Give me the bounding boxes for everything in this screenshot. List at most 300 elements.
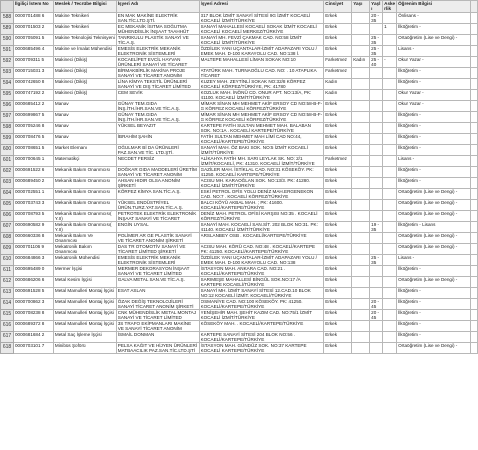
cell-military[interactable] [383, 255, 397, 266]
cell-job[interactable]: Metal Saç İşleme İşçisi [53, 332, 116, 343]
cell-military[interactable] [383, 200, 397, 211]
cell-age[interactable] [352, 68, 370, 79]
cell-id[interactable]: 0000685496 4 [13, 46, 53, 57]
cell-sex[interactable]: Erkek [324, 321, 352, 332]
cell-firm[interactable]: AHSAN HIDIR OLSA ANONİM ŞİRKETİ [116, 178, 199, 189]
cell-address[interactable]: ÖZDİLEK YANI UÇANTALAR-İZMİT ADAPAZARI YOLU / EMEK MAH. D-100 KARAYOLU CAD. NO:138 [199, 255, 324, 266]
cell-old[interactable] [370, 101, 383, 112]
cell-id[interactable]: 0000689372 8 [13, 321, 53, 332]
cell-firm[interactable]: EMESİS ELEKTRİK MEKANİK ELEKTRONİK SİSTEMLERİ [116, 46, 199, 57]
cell-extra[interactable] [470, 68, 477, 79]
row-number[interactable]: 605 [1, 200, 14, 211]
cell-address[interactable]: SANAYİ MH. FEVZİ ÇAKMAK CAD. NO:58 İZMİT KOCAELİ İZMİT/TÜRKİYE [199, 35, 324, 46]
cell-address[interactable]: ALİKAHYA FATİH MH. SARI LEYLAK SK. NO: 2/1 İZMİT/KOCAELİ, PK: 41310. KOCAELİ İZMİT/TÜRKİYE [199, 156, 324, 167]
header-military[interactable]: Askerlik [384, 1, 396, 11]
cell-address[interactable]: SANAYİ MAHALLESİ KOCAELİ SOKAK İZMİT KOCAELİ KOCAELİ KOCAELİ MERKEZ/TÜRKİYE [199, 24, 324, 35]
table-row[interactable] [1, 112, 478, 123]
cell-extra[interactable] [470, 277, 477, 288]
cell-military[interactable] [383, 167, 397, 178]
cell-job[interactable]: Mekanik Bakım Onarımcısı [53, 189, 116, 200]
cell-firm[interactable]: DOĞKAR GIDA MADDELERİ ÜRETİM SANAYİ VE TİCARET ANONİM [116, 167, 199, 178]
cell-firm[interactable]: İSMAİL DONMAN [116, 332, 199, 343]
cell-military[interactable] [383, 134, 397, 145]
cell-job[interactable]: Mekatronik Bakım Onarımcısı [53, 244, 116, 255]
cell-address[interactable]: KOZLUK MAH. İNÖNÜ CD. ONUR APT. NO:13/A, PK: 41100. KOCAELİ İZMİT/TÜRKİYE [199, 90, 324, 101]
row-number[interactable]: 594 [1, 79, 14, 90]
cell-id[interactable]: 0000705091 5 [13, 35, 53, 46]
cell-age[interactable] [352, 112, 370, 123]
cell-job[interactable]: Manav [53, 101, 116, 112]
cell-military[interactable] [383, 79, 397, 90]
cell-job[interactable]: Matematikçi [53, 156, 116, 167]
cell-education[interactable]: İlköğretim - [397, 24, 471, 35]
cell-job[interactable]: Mekanik Bakım Onarımcısı [53, 200, 116, 211]
cell-sex[interactable]: Erkek [324, 343, 352, 354]
table-row[interactable] [1, 13, 478, 24]
row-number[interactable]: 606 [1, 211, 14, 222]
cell-id[interactable]: 0000691528 5 [13, 288, 53, 299]
cell-military[interactable] [383, 189, 397, 200]
cell-old[interactable]: 25 - 35 [370, 255, 383, 266]
cell-sex[interactable]: Erkek [324, 332, 352, 343]
cell-address[interactable]: ATATÜRK MAH. TURNAOĞLU CAD. NO: . 10 ATAPLIKA TİCARET [199, 68, 324, 79]
cell-address[interactable]: SANAYİ MH. İZMİT SANAYİ SİTESİ 12.CAD.10 BLOK NO:12 KOCAELİ İZMİT. KOCAELİ/TÜRKİYE [199, 288, 324, 299]
cell-old[interactable] [370, 233, 383, 244]
cell-sex[interactable]: Farketmez [324, 57, 352, 68]
cell-age[interactable]: Kadın [352, 57, 370, 68]
cell-job[interactable]: Makine ve İmalat Mühendisi [53, 46, 116, 57]
cell-sex[interactable]: Erkek [324, 299, 352, 310]
cell-sex[interactable]: Erkek [324, 123, 352, 134]
cell-id[interactable]: 0000700645 1 [13, 156, 53, 167]
table-row[interactable] [1, 211, 478, 222]
cell-extra[interactable] [470, 145, 477, 156]
cell-id[interactable]: 0000681684 2 [13, 332, 53, 343]
cell-address[interactable]: KÖSEKÖY MAH. . KOCAELİ/KARTEPE/TÜRKİYE [199, 321, 324, 332]
row-number[interactable]: 608 [1, 233, 14, 244]
cell-job[interactable]: Mekanik Bakım Onarımcısı [53, 167, 116, 178]
cell-extra[interactable] [470, 57, 477, 68]
row-number[interactable]: 595 [1, 90, 14, 101]
cell-education[interactable]: Okur Yazar - [397, 90, 471, 101]
cell-old[interactable]: 25 - 35 [370, 35, 383, 46]
cell-extra[interactable] [470, 332, 477, 343]
cell-age[interactable] [352, 167, 370, 178]
row-number[interactable]: 596 [1, 101, 14, 112]
cell-education[interactable]: İlköğretim - [397, 310, 471, 321]
cell-firm[interactable]: İBRAHİM ŞAHİN [116, 134, 199, 145]
cell-address[interactable]: MİMAR SİNAN MH MEHMET AKİF ERSOY CD NO:58-B-F-G KÖRFEZ KOCAELİ KÖRFEZ/TÜRKİYE [200, 112, 323, 122]
cell-sex[interactable]: Farketmez [324, 156, 352, 167]
header-address[interactable]: İşyeri Adresi [199, 1, 324, 13]
cell-id[interactable]: 0000708793 5 [13, 211, 53, 222]
cell-old[interactable] [370, 200, 383, 211]
cell-age[interactable] [352, 299, 370, 310]
cell-id[interactable]: 0000703743 3 [13, 200, 53, 211]
cell-old[interactable] [370, 123, 383, 134]
cell-old[interactable] [370, 189, 383, 200]
cell-job[interactable]: Makine Teknikeri [53, 13, 116, 24]
cell-military[interactable] [383, 244, 397, 255]
cell-age[interactable] [352, 145, 370, 156]
cell-age[interactable] [352, 310, 370, 321]
cell-extra[interactable] [470, 310, 477, 321]
cell-id[interactable]: 0000701106 9 [13, 244, 53, 255]
cell-age[interactable] [352, 178, 370, 189]
header-education[interactable]: Öğrenim Bilgisi [397, 1, 471, 13]
cell-old[interactable] [370, 244, 383, 255]
cell-firm[interactable]: EN MAK MAKİNE ELEKTRİK SAN.TİC.LTD.ŞTİ. [116, 13, 199, 24]
cell-id[interactable]: 0000715031 3 [13, 68, 53, 79]
cell-military[interactable] [383, 178, 397, 189]
cell-education[interactable]: İlköğretim - Lisans [397, 222, 471, 233]
cell-address[interactable]: YENİŞEHİR MAH. ŞEHİT KAZIM CAD. NO:75/1 İZMİT KOCAELİ İZMİT/TÜRKİYE [199, 310, 324, 321]
header-firm[interactable]: İşyeri Adı [116, 1, 199, 13]
cell-extra[interactable] [470, 299, 477, 310]
cell-age[interactable] [352, 288, 370, 299]
cell-firm[interactable]: TANRIKULU PLASTİK SANAYİ VE TİC.A.Ş. [116, 35, 199, 46]
cell-id[interactable]: 0000695489 0 [13, 266, 53, 277]
cell-extra[interactable] [470, 134, 477, 145]
cell-job[interactable]: Market Elemanı [53, 145, 116, 156]
table-row[interactable] [1, 167, 478, 178]
cell-military[interactable] [383, 222, 397, 233]
cell-education[interactable]: İlköğretim - [397, 145, 471, 156]
cell-job[interactable]: Manav [53, 134, 116, 145]
cell-sex[interactable]: Erkek [324, 277, 352, 288]
cell-education[interactable]: İlköğretim - [397, 134, 471, 145]
cell-id[interactable]: 0000691522 6 [13, 167, 53, 178]
table-row[interactable] [1, 332, 478, 343]
cell-education[interactable]: Ortaöğretim (Lise ve Dengi) - [397, 343, 471, 354]
row-number[interactable]: 612 [1, 277, 14, 288]
cell-sex[interactable]: Erkek [324, 24, 352, 35]
row-number[interactable]: 617 [1, 332, 14, 343]
cell-address[interactable]: KARTEPE SANAYİ SİTESİ 204 BLOK NO:56 . KOCAELİ/KARTEPE/TÜRKİYE [199, 332, 324, 343]
cell-education[interactable]: Ortaöğretim (Lise ve Dengi) - [397, 277, 471, 288]
cell-age[interactable] [352, 200, 370, 211]
row-number[interactable]: 611 [1, 266, 14, 277]
cell-old[interactable] [370, 178, 383, 189]
cell-military[interactable] [383, 68, 397, 79]
cell-sex[interactable]: Kadın [324, 90, 352, 101]
cell-extra[interactable] [470, 13, 477, 24]
cell-military[interactable] [383, 46, 397, 57]
cell-age[interactable] [352, 35, 370, 46]
cell-firm[interactable]: GÜNAY TEM.GIDA İNŞ.İTH.İHR.SAN.VE TİC.A.Ş. [116, 112, 199, 123]
cell-education[interactable]: İlköğretim - [397, 167, 471, 178]
cell-address[interactable]: SANAYİ MAH. ÖZ BAKI SOK. NO:5 İZMİT KOCAELİ İZMİT/TÜRKİYE [199, 145, 324, 156]
cell-address[interactable]: ACISU MAH. KÖRÜ CAD. NO:48 . KOCAELİ/KARTEPE PK: 41250. KOCAELİ/KARTEPE/TÜRKİYE [199, 244, 324, 255]
cell-education[interactable]: Ortaöğretim (Lise ve Dengi) - [397, 189, 471, 200]
cell-old[interactable] [370, 288, 383, 299]
cell-address[interactable]: ARSLANBEY OSB . KOCAELİ/KARTEPE/TÜRKİYE [199, 233, 324, 244]
header-id[interactable]: İlgiliçi İstem No [13, 1, 53, 13]
cell-extra[interactable] [470, 24, 477, 35]
row-number[interactable]: 589 [1, 24, 14, 35]
cell-id[interactable]: 0000709311 5 [13, 57, 53, 68]
cell-education[interactable]: Lisans - [397, 255, 471, 266]
cell-sex[interactable]: Erkek [324, 200, 352, 211]
table-row[interactable] [1, 101, 478, 112]
header-old[interactable]: Yaşlı [370, 1, 383, 13]
cell-job[interactable]: Metal Kesim İşçisi [53, 277, 116, 288]
cell-education[interactable]: Okur Yazar - [397, 57, 471, 68]
table-row[interactable] [1, 222, 478, 233]
cell-old[interactable] [370, 24, 383, 35]
row-number[interactable]: 590 [1, 35, 14, 46]
cell-military[interactable] [383, 145, 397, 156]
row-number[interactable]: 598 [1, 123, 14, 134]
cell-firm[interactable]: GÜNAY TEM.GIDA İNŞ.İTH.İHR.SAN.VE TİC.A.Ş. [116, 101, 199, 112]
row-number[interactable]: 593 [1, 68, 14, 79]
row-number[interactable]: 610 [1, 255, 14, 266]
row-number[interactable]: 602 [1, 167, 14, 178]
cell-age[interactable] [352, 189, 370, 200]
table-row[interactable] [1, 156, 478, 167]
cell-old[interactable]: 20 - 35 [370, 13, 383, 24]
cell-sex[interactable]: Erkek [324, 310, 352, 321]
cell-id[interactable]: 0000700862 3 [13, 299, 53, 310]
cell-extra[interactable] [470, 112, 477, 123]
cell-age[interactable] [352, 233, 370, 244]
cell-military[interactable] [383, 123, 397, 134]
cell-extra[interactable] [470, 222, 477, 233]
cell-education[interactable]: Ortaöğretim (Lise ve Dengi) - [397, 35, 471, 46]
row-number[interactable]: 601 [1, 156, 14, 167]
cell-old[interactable] [370, 167, 383, 178]
corner-cell[interactable] [1, 1, 14, 13]
cell-military[interactable]: - [383, 57, 397, 68]
cell-sex[interactable]: Erkek [324, 167, 352, 178]
row-number[interactable]: 599 [1, 134, 14, 145]
cell-old[interactable] [370, 79, 383, 90]
cell-old[interactable] [370, 277, 383, 288]
cell-id[interactable]: 0000689450 2 [13, 178, 53, 189]
cell-firm[interactable]: EMESİS ELEKTRİK MEKANİK ELEKTRONİK SİSTEMLERİ [116, 255, 199, 266]
cell-job[interactable]: Manav [53, 123, 116, 134]
cell-sex[interactable]: Erkek [324, 35, 352, 46]
cell-age[interactable] [352, 266, 370, 277]
cell-military[interactable] [383, 332, 397, 343]
cell-sex[interactable]: Erkek [324, 244, 352, 255]
row-number[interactable]: 591 [1, 46, 14, 57]
table-row[interactable] [1, 35, 478, 46]
table-row[interactable] [1, 200, 478, 211]
cell-age[interactable] [352, 332, 370, 343]
cell-job[interactable]: Makineci (Dikiş) [53, 90, 116, 101]
cell-military[interactable] [383, 90, 397, 101]
cell-age[interactable] [352, 134, 370, 145]
cell-address[interactable]: ESKİ PETROL OFİS YOLU DENİZ MAH.ERGENEKON CAD. NO:7 . KOCAELİ KÖRFEZ/TÜRKİYE [199, 189, 324, 200]
cell-id[interactable]: 0000747192 2 [13, 90, 53, 101]
cell-job[interactable]: Mekanik Bakım Onarımcısı( Y.II) [53, 211, 116, 222]
cell-military[interactable] [383, 112, 397, 123]
cell-age[interactable] [352, 13, 370, 24]
cell-address[interactable]: GAZİLER MAH. İSTİKLAL CAD. NO:31 KÖSEKÖY. PK: 41250. KOCAELİ KARTEPE/TÜRKİYE [199, 167, 324, 178]
cell-extra[interactable] [470, 46, 477, 57]
cell-military[interactable] [383, 288, 397, 299]
table-row[interactable] [1, 90, 478, 101]
cell-sex[interactable]: Erkek [324, 266, 352, 277]
cell-job[interactable]: Makine Teknikeri [53, 24, 116, 35]
table-row[interactable] [1, 244, 478, 255]
cell-sex[interactable]: Erkek [324, 101, 352, 112]
cell-sex[interactable]: Kadın [324, 79, 352, 90]
cell-extra[interactable] [470, 321, 477, 332]
cell-education[interactable]: Önlisans - [397, 13, 471, 24]
cell-firm[interactable]: GALVA METAL SAN.VE TİC.A.Ş. [116, 277, 199, 288]
cell-extra[interactable] [470, 189, 477, 200]
cell-age[interactable] [352, 46, 370, 57]
cell-extra[interactable] [470, 167, 477, 178]
cell-extra[interactable] [470, 156, 477, 167]
table-row[interactable] [1, 288, 478, 299]
row-number[interactable]: 604 [1, 189, 14, 200]
cell-address[interactable]: KUZEY MAH. ZEYTİNLİ SOKAK NO:32/8 KÖRFEZ KOCAELİ KÖRFEZ/TÜRKİYE, PK: 41780 [199, 79, 324, 90]
cell-job[interactable]: Minibüs Şoförü [53, 343, 116, 354]
table-row[interactable] [1, 123, 478, 134]
table-row[interactable] [1, 255, 478, 266]
cell-job[interactable]: Makineci (Dikiş) [53, 57, 116, 68]
cell-address[interactable]: SANAYİ MAH. KOCAELİ SAN.SİT. 202 BLOK NO:31. PK: 41140. KOCAELİ İZMİT/TÜRKİYE [199, 222, 324, 233]
cell-age[interactable] [352, 211, 370, 222]
cell-job[interactable]: Metal Mamulleri Montaj İşçisi [53, 299, 116, 310]
cell-sex[interactable]: Erkek [324, 112, 352, 123]
cell-address[interactable]: ÖZDİLEK YANI UÇANTALAR-İZMİT ADAPAZARI YOLU / EMEK MAH. D-100 KARAYOLU CAD. NO:138 İ. [199, 46, 324, 57]
cell-firm[interactable]: PELSA KAĞIT VE HİJYEN ÜRÜNLERİ MATBAACILIK PAZ.SAN.TİC.LTD.ŞTİ [117, 343, 198, 353]
table-row[interactable] [1, 79, 478, 90]
cell-sex[interactable]: Farketmez [324, 68, 352, 79]
cell-address[interactable]: SARIMEŞE MAHALLESİ BİNGÜL SOK.NO:17 /A KARTEPE KOCAELİ/TÜRKİYE [199, 277, 324, 288]
cell-old[interactable]: 20 - 45 [370, 310, 383, 321]
cell-old[interactable] [370, 112, 383, 123]
cell-extra[interactable] [470, 233, 477, 244]
cell-extra[interactable] [470, 288, 477, 299]
cell-education[interactable]: Lisans - [397, 156, 471, 167]
cell-military[interactable] [383, 101, 397, 112]
cell-address[interactable]: BALCI KÖYÜ AKBAL MAH. ; PK: 41600. KOCAELİ/KARTEPE/TÜRKİYE [199, 200, 324, 211]
table-row[interactable] [1, 343, 478, 354]
table-row[interactable] [1, 57, 478, 68]
cell-job[interactable]: Mekatronik Mühendisi [53, 255, 116, 266]
row-number[interactable]: 618 [1, 343, 14, 354]
cell-extra[interactable] [470, 255, 477, 266]
cell-education[interactable]: İlköğretim - [397, 332, 471, 343]
cell-old[interactable] [370, 156, 383, 167]
table-row[interactable] [1, 233, 478, 244]
cell-extra[interactable] [470, 266, 477, 277]
cell-id[interactable]: 0000701488 6 [13, 13, 53, 24]
cell-age[interactable] [352, 244, 370, 255]
cell-id[interactable]: 0000701503 2 [13, 24, 53, 35]
row-number[interactable]: 592 [1, 57, 14, 68]
cell-military[interactable] [383, 277, 397, 288]
table-row[interactable] [1, 145, 478, 156]
cell-address[interactable]: İSTASYON MAH. GÜNDÜZ SOK. NO:37 KARTEPE KOCAELİ KARTEPE/TÜRKİYE [199, 343, 324, 354]
cell-id[interactable]: 0000690582 9 [13, 222, 53, 233]
cell-firm[interactable]: LİNA KİMYA TEKSTİL ÜRÜNLERİ SANAYİ VE DIŞ TİCARET LİMİTED [116, 79, 199, 90]
cell-old[interactable]: 25 - 40 [370, 57, 383, 68]
cell-education[interactable]: İlköğretim - [397, 123, 471, 134]
cell-old[interactable] [370, 145, 383, 156]
cell-military[interactable] [383, 310, 397, 321]
cell-extra[interactable] [470, 79, 477, 90]
row-number[interactable]: 603 [1, 178, 14, 189]
cell-job[interactable]: Metal Mamulleri Montaj İşçisi [53, 321, 116, 332]
cell-sex[interactable]: Erkek [324, 13, 352, 24]
cell-old[interactable] [370, 321, 383, 332]
cell-age[interactable] [352, 156, 370, 167]
cell-age[interactable] [352, 222, 370, 233]
cell-job[interactable]: Mekanik Bakım Ve Onarımcısı [53, 233, 116, 244]
cell-education[interactable]: Ortaöğretim (Lise ve Dengi) - [397, 200, 471, 211]
cell-education[interactable]: İlköğretim - [397, 112, 471, 123]
cell-old[interactable] [370, 266, 383, 277]
cell-old[interactable] [370, 90, 383, 101]
row-number[interactable]: 607 [1, 222, 14, 233]
cell-id[interactable]: 0000685412 2 [13, 101, 53, 112]
cell-extra[interactable] [470, 244, 477, 255]
cell-old[interactable] [370, 343, 383, 354]
cell-extra[interactable] [470, 343, 477, 354]
cell-firm[interactable]: PETROTEK ELEKTRİK ELEKTRONİK İNŞAAT SANAYİ VE TİCARET [116, 211, 199, 222]
cell-id[interactable]: 0000686206 6 [13, 277, 53, 288]
cell-education[interactable]: Lisans - [397, 46, 471, 57]
cell-address[interactable]: ACISU MH. KARAOĞLAN SOK. NO:13/3. PK: 41280. KOCAELİ İZMİT/TÜRKİYE [199, 178, 324, 189]
cell-old[interactable] [370, 68, 383, 79]
cell-age[interactable] [352, 123, 370, 134]
cell-old[interactable] [370, 211, 383, 222]
cell-id[interactable]: 0000684866 3 [13, 255, 53, 266]
table-row[interactable] [1, 46, 478, 57]
cell-firm[interactable]: KOCAELİPET EVCİL HAYVAN ÜRÜNLERİ SANAYİ VE TİCARET [116, 57, 199, 68]
cell-sex[interactable]: Erkek [324, 189, 352, 200]
table-row[interactable] [1, 299, 478, 310]
cell-job[interactable]: Mekanik Bakım Onarımcısı [53, 178, 116, 189]
cell-military[interactable] [383, 35, 397, 46]
cell-id[interactable]: 0000708238 8 [13, 310, 53, 321]
table-row[interactable] [1, 189, 478, 200]
cell-firm[interactable]: MERMER DEKORASYON İNŞAAT SANAYİ VE TİCARET LİMİTED [116, 266, 199, 277]
cell-military[interactable] [383, 13, 397, 24]
cell-id[interactable]: 0000702551 1 [13, 189, 53, 200]
row-number[interactable]: 615 [1, 310, 14, 321]
row-number[interactable]: 597 [1, 112, 14, 123]
cell-extra[interactable] [470, 101, 477, 112]
cell-address[interactable]: DENİZ MAH. PETROL OFİSİ KARŞISI NO:35 . KOCAELİ KÖRFEZ/TÜRKİYE [199, 211, 324, 222]
cell-sex[interactable]: Erkek [324, 178, 352, 189]
cell-job[interactable]: Metal Mamulleri Montaj İşçisi [53, 288, 116, 299]
cell-firm[interactable]: CEM SEVİK [116, 90, 199, 101]
cell-extra[interactable] [470, 178, 477, 189]
cell-firm[interactable]: OĞULMAR Bİ DA ÜRÜNLERİ PAZ.SAN.VE TİC. LTD.ŞTİ. [116, 145, 199, 156]
row-number[interactable]: 609 [1, 244, 14, 255]
cell-job[interactable]: Makineci (Dikiş) [53, 79, 116, 90]
cell-address[interactable]: İSTASYON MAH. ANKARA CAD. NO:21 . KOCAELİ/KARTEPE/TÜRKİYE [199, 266, 324, 277]
cell-job[interactable]: Mekanik Bakım Onarımcısı( Y.II) [53, 222, 116, 233]
cell-education[interactable]: Okur Yazar - [397, 101, 471, 112]
cell-age[interactable] [352, 343, 370, 354]
cell-education[interactable]: İlköğretim - [397, 321, 471, 332]
cell-job[interactable]: Makineci (Dikiş) [53, 68, 116, 79]
cell-address[interactable]: MALTEPE MAHALLESİ LİMAN SOKAK NO:10 [199, 57, 324, 68]
table-row[interactable] [1, 310, 478, 321]
cell-old[interactable] [370, 134, 383, 145]
table-row[interactable] [1, 277, 478, 288]
cell-military[interactable] [383, 211, 397, 222]
table-row[interactable] [1, 321, 478, 332]
